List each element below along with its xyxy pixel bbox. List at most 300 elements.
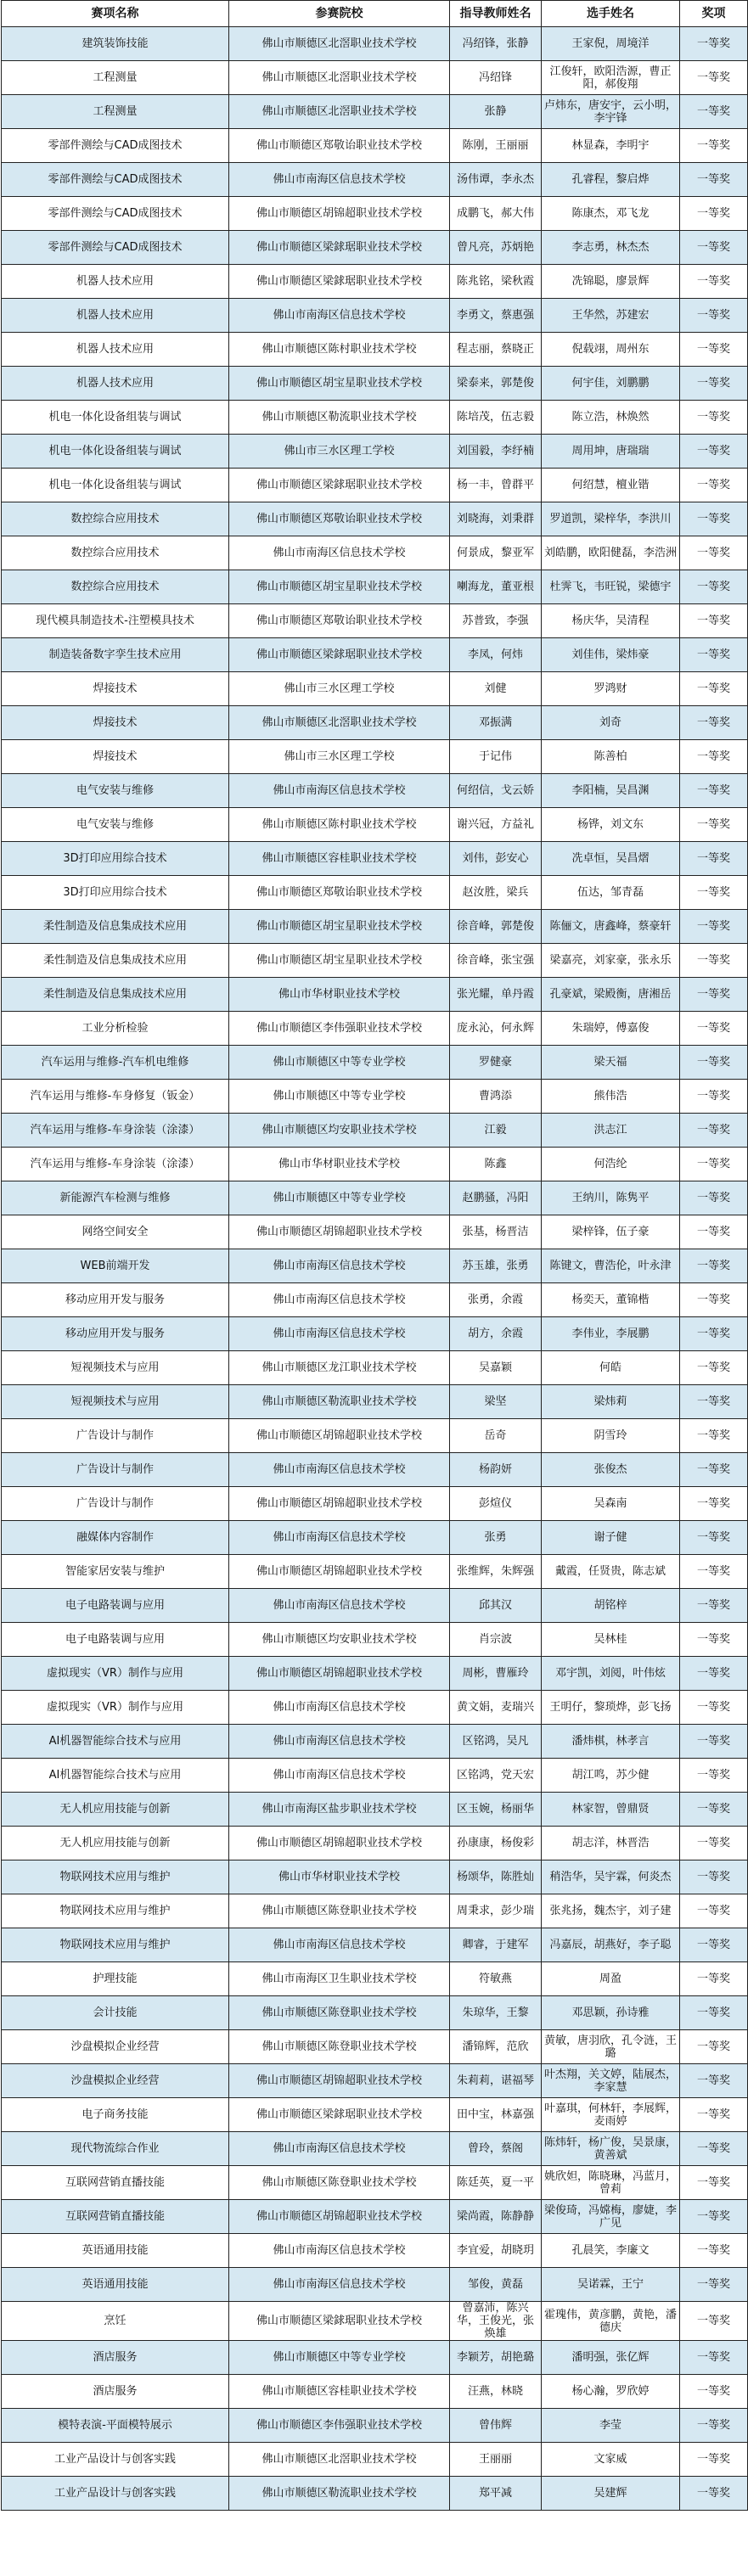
award-cell: 一等奖 bbox=[680, 1080, 748, 1114]
school-cell: 佛山市顺德区均安职业技术学校 bbox=[229, 1114, 450, 1148]
event-cell: 模特表演-平面模特展示 bbox=[2, 2409, 229, 2443]
contestant-cell: 陈键文，曹浩伦，叶永津 bbox=[542, 1249, 680, 1283]
contestant-cell: 胡铭梓 bbox=[542, 1589, 680, 1623]
award-cell: 一等奖 bbox=[680, 1996, 748, 2030]
event-cell: 机器人技术应用 bbox=[2, 299, 229, 333]
event-cell: 零部件测绘与CAD成图技术 bbox=[2, 129, 229, 163]
teacher-cell: 胡方，余霞 bbox=[450, 1317, 542, 1351]
table-row bbox=[2, 1623, 748, 1657]
award-cell: 一等奖 bbox=[680, 808, 748, 842]
award-cell: 一等奖 bbox=[680, 1521, 748, 1555]
contestant-cell: 梁天福 bbox=[542, 1046, 680, 1080]
award-cell: 一等奖 bbox=[680, 2268, 748, 2302]
award-cell: 一等奖 bbox=[680, 1759, 748, 1793]
school-cell: 佛山市顺德区陈登职业技术学校 bbox=[229, 1894, 450, 1928]
table-row bbox=[2, 876, 748, 910]
table-row bbox=[2, 1215, 748, 1249]
contestant-cell: 陈善柏 bbox=[542, 740, 680, 774]
award-cell: 一等奖 bbox=[680, 27, 748, 61]
teacher-cell: 李颖芳，胡艳璐 bbox=[450, 2341, 542, 2375]
teacher-cell: 陈廷英，夏一平 bbox=[450, 2166, 542, 2200]
award-cell: 一等奖 bbox=[680, 129, 748, 163]
school-cell: 佛山市顺德区北滘职业技术学校 bbox=[229, 27, 450, 61]
table-row bbox=[2, 2166, 748, 2200]
contestant-cell: 杨铧，刘文东 bbox=[542, 808, 680, 842]
award-cell: 一等奖 bbox=[680, 1215, 748, 1249]
table-row bbox=[2, 435, 748, 469]
event-cell: 工业分析检验 bbox=[2, 1012, 229, 1046]
award-cell: 一等奖 bbox=[680, 876, 748, 910]
contestant-cell: 杜霁飞，韦旺锐，梁德宇 bbox=[542, 570, 680, 604]
table-row bbox=[2, 2030, 748, 2064]
teacher-cell: 田中宝，林嘉强 bbox=[450, 2098, 542, 2132]
school-cell: 佛山市顺德区北滘职业技术学校 bbox=[229, 2443, 450, 2477]
event-cell: 互联网营销直播技能 bbox=[2, 2166, 229, 2200]
award-cell: 一等奖 bbox=[680, 502, 748, 536]
teacher-cell: 周秉求，彭少瑞 bbox=[450, 1894, 542, 1928]
award-cell: 一等奖 bbox=[680, 2302, 748, 2341]
contestant-cell: 李阳楠，吴昌渊 bbox=[542, 774, 680, 808]
contestant-cell: 邓思颖，孙诗雅 bbox=[542, 1996, 680, 2030]
event-cell: 物联网技术应用与维护 bbox=[2, 1894, 229, 1928]
teacher-cell: 谢兴冠，方益礼 bbox=[450, 808, 542, 842]
contestant-cell: 陈俪文，唐鑫峰，蔡豪轩 bbox=[542, 910, 680, 944]
table-row bbox=[2, 2409, 748, 2443]
event-cell: 新能源汽车检测与维修 bbox=[2, 1181, 229, 1215]
table-row bbox=[2, 1589, 748, 1623]
award-cell: 一等奖 bbox=[680, 1487, 748, 1521]
event-cell: 融媒体内容制作 bbox=[2, 1521, 229, 1555]
contestant-cell: 潘炜棋，林孝言 bbox=[542, 1725, 680, 1759]
contestant-cell: 林家智，曾鼎贤 bbox=[542, 1793, 680, 1827]
school-cell: 佛山市南海区信息技术学校 bbox=[229, 774, 450, 808]
table-row bbox=[2, 502, 748, 536]
event-cell: 3D打印应用综合技术 bbox=[2, 876, 229, 910]
award-cell: 一等奖 bbox=[680, 1419, 748, 1453]
school-cell: 佛山市顺德区北滘职业技术学校 bbox=[229, 95, 450, 129]
contestant-cell: 王明仔，黎琐烨，彭飞扬 bbox=[542, 1691, 680, 1725]
table-row bbox=[2, 706, 748, 740]
event-cell: 无人机应用技能与创新 bbox=[2, 1827, 229, 1860]
school-cell: 佛山市顺德区胡锦超职业技术学校 bbox=[229, 2200, 450, 2234]
school-cell: 佛山市顺德区陈登职业技术学校 bbox=[229, 2166, 450, 2200]
contestant-cell: 梁炜莉 bbox=[542, 1385, 680, 1419]
teacher-cell: 汪燕，林晓 bbox=[450, 2375, 542, 2409]
school-cell: 佛山市南海区信息技术学校 bbox=[229, 1317, 450, 1351]
award-cell: 一等奖 bbox=[680, 367, 748, 401]
contestant-cell: 吴建辉 bbox=[542, 2477, 680, 2511]
contestant-cell: 何宇佳，刘鹏鹏 bbox=[542, 367, 680, 401]
teacher-cell: 肖宗波 bbox=[450, 1623, 542, 1657]
event-cell: 互联网营销直播技能 bbox=[2, 2200, 229, 2234]
table-row bbox=[2, 231, 748, 265]
school-cell: 佛山市顺德区中等专业学校 bbox=[229, 1080, 450, 1114]
event-cell: 机电一体化设备组装与调试 bbox=[2, 401, 229, 435]
award-cell: 一等奖 bbox=[680, 197, 748, 231]
award-cell: 一等奖 bbox=[680, 2098, 748, 2132]
award-cell: 一等奖 bbox=[680, 95, 748, 129]
event-cell: WEB前端开发 bbox=[2, 1249, 229, 1283]
contestant-cell: 何绍慧，檀业锴 bbox=[542, 469, 680, 502]
table-row bbox=[2, 1351, 748, 1385]
teacher-cell: 杨颂华，陈胜灿 bbox=[450, 1860, 542, 1894]
contestant-cell: 王华然，苏建宏 bbox=[542, 299, 680, 333]
award-cell: 一等奖 bbox=[680, 1657, 748, 1691]
table-row bbox=[2, 2234, 748, 2268]
contestant-cell: 罗鸿财 bbox=[542, 672, 680, 706]
school-cell: 佛山市顺德区胡宝星职业技术学校 bbox=[229, 570, 450, 604]
event-cell: 焊接技术 bbox=[2, 672, 229, 706]
event-cell: 电气安装与维修 bbox=[2, 808, 229, 842]
award-cell: 一等奖 bbox=[680, 2409, 748, 2443]
school-cell: 佛山市顺德区龙江职业技术学校 bbox=[229, 1351, 450, 1385]
school-cell: 佛山市华材职业技术学校 bbox=[229, 978, 450, 1012]
contestant-cell: 何皓 bbox=[542, 1351, 680, 1385]
table-row bbox=[2, 1012, 748, 1046]
contestant-cell: 何浩纶 bbox=[542, 1148, 680, 1181]
teacher-cell: 张勇 bbox=[450, 1521, 542, 1555]
table-row bbox=[2, 1181, 748, 1215]
table-row bbox=[2, 944, 748, 978]
header-row bbox=[2, 1, 748, 27]
award-cell: 一等奖 bbox=[680, 401, 748, 435]
contestant-cell: 卢炜东，唐安宇，云小明，李宇锋 bbox=[542, 95, 680, 129]
teacher-cell: 邹俊，黄磊 bbox=[450, 2268, 542, 2302]
event-cell: 沙盘模拟企业经营 bbox=[2, 2064, 229, 2098]
school-cell: 佛山市三水区理工学校 bbox=[229, 435, 450, 469]
table-row bbox=[2, 2098, 748, 2132]
award-cell: 一等奖 bbox=[680, 706, 748, 740]
event-cell: 柔性制造及信息集成技术应用 bbox=[2, 944, 229, 978]
event-cell: 工业产品设计与创客实践 bbox=[2, 2443, 229, 2477]
contestant-cell: 吴林桂 bbox=[542, 1623, 680, 1657]
school-cell: 佛山市顺德区中等专业学校 bbox=[229, 1181, 450, 1215]
teacher-cell: 刘伟，彭安心 bbox=[450, 842, 542, 876]
table-row bbox=[2, 2268, 748, 2302]
contestant-cell: 孔豪斌，梁殿衡，唐湘岳 bbox=[542, 978, 680, 1012]
school-cell: 佛山市顺德区北滘职业技术学校 bbox=[229, 61, 450, 95]
award-cell: 一等奖 bbox=[680, 469, 748, 502]
table-row bbox=[2, 367, 748, 401]
award-cell: 一等奖 bbox=[680, 1453, 748, 1487]
header-school: 参赛院校 bbox=[229, 1, 450, 27]
event-cell: 数控综合应用技术 bbox=[2, 570, 229, 604]
table-row bbox=[2, 1691, 748, 1725]
contestant-cell: 稍浩华，吴宇霖，何炎杰 bbox=[542, 1860, 680, 1894]
school-cell: 佛山市顺德区梁銶琚职业技术学校 bbox=[229, 2098, 450, 2132]
teacher-cell: 卿睿，于建军 bbox=[450, 1928, 542, 1962]
event-cell: 英语通用技能 bbox=[2, 2234, 229, 2268]
school-cell: 佛山市顺德区北滘职业技术学校 bbox=[229, 706, 450, 740]
table-row bbox=[2, 1555, 748, 1589]
event-cell: 零部件测绘与CAD成图技术 bbox=[2, 231, 229, 265]
contestant-cell: 洪志江 bbox=[542, 1114, 680, 1148]
school-cell: 佛山市南海区信息技术学校 bbox=[229, 2268, 450, 2302]
school-cell: 佛山市顺德区容桂职业技术学校 bbox=[229, 842, 450, 876]
event-cell: 柔性制造及信息集成技术应用 bbox=[2, 910, 229, 944]
table-row bbox=[2, 265, 748, 299]
school-cell: 佛山市顺德区胡锦超职业技术学校 bbox=[229, 1215, 450, 1249]
contestant-cell: 刘奇 bbox=[542, 706, 680, 740]
teacher-cell: 周彬，曹雁玲 bbox=[450, 1657, 542, 1691]
table-row bbox=[2, 1148, 748, 1181]
teacher-cell: 于记伟 bbox=[450, 740, 542, 774]
teacher-cell: 黄文娟，麦瑞兴 bbox=[450, 1691, 542, 1725]
school-cell: 佛山市顺德区胡锦超职业技术学校 bbox=[229, 1827, 450, 1860]
school-cell: 佛山市顺德区梁銶琚职业技术学校 bbox=[229, 265, 450, 299]
header-contestant: 选手姓名 bbox=[542, 1, 680, 27]
school-cell: 佛山市顺德区中等专业学校 bbox=[229, 2341, 450, 2375]
header-teacher: 指导教师姓名 bbox=[450, 1, 542, 27]
table-row bbox=[2, 1114, 748, 1148]
school-cell: 佛山市顺德区郑敬诒职业技术学校 bbox=[229, 604, 450, 638]
contestant-cell: 杨奕天，董锦楷 bbox=[542, 1283, 680, 1317]
teacher-cell: 张静 bbox=[450, 95, 542, 129]
event-cell: 虚拟现实（VR）制作与应用 bbox=[2, 1657, 229, 1691]
contestant-cell: 梁俊琦，冯嫦梅，廖婕，李广见 bbox=[542, 2200, 680, 2234]
award-cell: 一等奖 bbox=[680, 910, 748, 944]
table-row bbox=[2, 1080, 748, 1114]
table-row bbox=[2, 61, 748, 95]
teacher-cell: 王丽丽 bbox=[450, 2443, 542, 2477]
award-cell: 一等奖 bbox=[680, 1249, 748, 1283]
school-cell: 佛山市南海区信息技术学校 bbox=[229, 1283, 450, 1317]
contestant-cell: 潘明强，张亿辉 bbox=[542, 2341, 680, 2375]
event-cell: 酒店服务 bbox=[2, 2341, 229, 2375]
table-row bbox=[2, 163, 748, 197]
table-row bbox=[2, 1453, 748, 1487]
table-row bbox=[2, 2064, 748, 2098]
table-row bbox=[2, 774, 748, 808]
school-cell: 佛山市顺德区勒流职业技术学校 bbox=[229, 401, 450, 435]
table-row bbox=[2, 910, 748, 944]
event-cell: 短视频技术与应用 bbox=[2, 1385, 229, 1419]
event-cell: 电子电路装调与应用 bbox=[2, 1623, 229, 1657]
contestant-cell: 胡志洋，林晋浩 bbox=[542, 1827, 680, 1860]
contestant-cell: 张俊杰 bbox=[542, 1453, 680, 1487]
table-row bbox=[2, 1046, 748, 1080]
table-row bbox=[2, 1759, 748, 1793]
award-cell: 一等奖 bbox=[680, 638, 748, 672]
contestant-cell: 文家威 bbox=[542, 2443, 680, 2477]
teacher-cell: 张光耀，单丹霞 bbox=[450, 978, 542, 1012]
teacher-cell: 区铭鸿，吴凡 bbox=[450, 1725, 542, 1759]
teacher-cell: 杨韵妍 bbox=[450, 1453, 542, 1487]
school-cell: 佛山市顺德区胡宝星职业技术学校 bbox=[229, 944, 450, 978]
event-cell: 网络空间安全 bbox=[2, 1215, 229, 1249]
contestant-cell: 吴诺霖，王宁 bbox=[542, 2268, 680, 2302]
event-cell: 移动应用开发与服务 bbox=[2, 1283, 229, 1317]
teacher-cell: 何景成，黎亚军 bbox=[450, 536, 542, 570]
teacher-cell: 徐音峰，张宝强 bbox=[450, 944, 542, 978]
award-cell: 一等奖 bbox=[680, 2132, 748, 2166]
event-cell: 工业产品设计与创客实践 bbox=[2, 2477, 229, 2511]
school-cell: 佛山市顺德区均安职业技术学校 bbox=[229, 1623, 450, 1657]
school-cell: 佛山市南海区信息技术学校 bbox=[229, 2132, 450, 2166]
contestant-cell: 江俊轩，欧阳浩源，曹正阳，郝俊翔 bbox=[542, 61, 680, 95]
contestant-cell: 黄敏，唐羽欣，孔令涟，王璐 bbox=[542, 2030, 680, 2064]
teacher-cell: 朱琼华，王黎 bbox=[450, 1996, 542, 2030]
event-cell: 短视频技术与应用 bbox=[2, 1351, 229, 1385]
contestant-cell: 伍达，邹青磊 bbox=[542, 876, 680, 910]
contestant-cell: 刘皓鹏，欧阳健磊，李浩洲 bbox=[542, 536, 680, 570]
teacher-cell: 苏玉雄，张勇 bbox=[450, 1249, 542, 1283]
school-cell: 佛山市顺德区胡锦超职业技术学校 bbox=[229, 1555, 450, 1589]
school-cell: 佛山市南海区信息技术学校 bbox=[229, 1928, 450, 1962]
contestant-cell: 倪载翊，周州东 bbox=[542, 333, 680, 367]
teacher-cell: 郑平减 bbox=[450, 2477, 542, 2511]
teacher-cell: 曾嘉沛，陈兴华，王俊光，张焕雄 bbox=[450, 2302, 542, 2341]
teacher-cell: 李凤，何炜 bbox=[450, 638, 542, 672]
contestant-cell: 谢子健 bbox=[542, 1521, 680, 1555]
teacher-cell: 陈培茂，伍志毅 bbox=[450, 401, 542, 435]
contestant-cell: 杨心瀚，罗欣婷 bbox=[542, 2375, 680, 2409]
school-cell: 佛山市顺德区容桂职业技术学校 bbox=[229, 2375, 450, 2409]
award-cell: 一等奖 bbox=[680, 1046, 748, 1080]
school-cell: 佛山市顺德区中等专业学校 bbox=[229, 1046, 450, 1080]
teacher-cell: 邱其汉 bbox=[450, 1589, 542, 1623]
event-cell: 焊接技术 bbox=[2, 740, 229, 774]
award-cell: 一等奖 bbox=[680, 231, 748, 265]
contestant-cell: 梁嘉亮，刘家豪，张永乐 bbox=[542, 944, 680, 978]
teacher-cell: 喇海龙，董亚根 bbox=[450, 570, 542, 604]
school-cell: 佛山市顺德区郑敬诒职业技术学校 bbox=[229, 502, 450, 536]
teacher-cell: 曾伟辉 bbox=[450, 2409, 542, 2443]
contestant-cell: 王纳川，陈隽平 bbox=[542, 1181, 680, 1215]
school-cell: 佛山市三水区理工学校 bbox=[229, 672, 450, 706]
school-cell: 佛山市顺德区郑敬诒职业技术学校 bbox=[229, 876, 450, 910]
table-row bbox=[2, 536, 748, 570]
teacher-cell: 陈刚，王丽丽 bbox=[450, 129, 542, 163]
event-cell: 工程测量 bbox=[2, 95, 229, 129]
event-cell: 会计技能 bbox=[2, 1996, 229, 2030]
award-cell: 一等奖 bbox=[680, 2200, 748, 2234]
school-cell: 佛山市南海区信息技术学校 bbox=[229, 1589, 450, 1623]
table-row bbox=[2, 808, 748, 842]
award-cell: 一等奖 bbox=[680, 1962, 748, 1996]
table-body bbox=[2, 27, 748, 2511]
contestant-cell: 阴雪玲 bbox=[542, 1419, 680, 1453]
award-cell: 一等奖 bbox=[680, 2030, 748, 2064]
school-cell: 佛山市顺德区郑敬诒职业技术学校 bbox=[229, 129, 450, 163]
teacher-cell: 程志丽，蔡晓正 bbox=[450, 333, 542, 367]
teacher-cell: 李勇文，蔡惠强 bbox=[450, 299, 542, 333]
table-row bbox=[2, 842, 748, 876]
school-cell: 佛山市南海区信息技术学校 bbox=[229, 1521, 450, 1555]
award-cell: 一等奖 bbox=[680, 1148, 748, 1181]
award-cell: 一等奖 bbox=[680, 604, 748, 638]
award-cell: 一等奖 bbox=[680, 2477, 748, 2511]
award-cell: 一等奖 bbox=[680, 1555, 748, 1589]
event-cell: 数控综合应用技术 bbox=[2, 502, 229, 536]
school-cell: 佛山市南海区信息技术学校 bbox=[229, 1725, 450, 1759]
table-row bbox=[2, 1283, 748, 1317]
table-row bbox=[2, 1894, 748, 1928]
table-row bbox=[2, 1793, 748, 1827]
contestant-cell: 张兆扬，魏杰宇，刘子建 bbox=[542, 1894, 680, 1928]
school-cell: 佛山市顺德区勒流职业技术学校 bbox=[229, 2477, 450, 2511]
contestant-cell: 姚欣妲，陈晓琳，冯蓝月，曾莉 bbox=[542, 2166, 680, 2200]
event-cell: 电子商务技能 bbox=[2, 2098, 229, 2132]
teacher-cell: 曹鸿添 bbox=[450, 1080, 542, 1114]
award-cell: 一等奖 bbox=[680, 2234, 748, 2268]
table-row bbox=[2, 1928, 748, 1962]
teacher-cell: 梁坚 bbox=[450, 1385, 542, 1419]
event-cell: 汽车运用与维修-车身涂装（涂漆） bbox=[2, 1114, 229, 1148]
school-cell: 佛山市南海区信息技术学校 bbox=[229, 1249, 450, 1283]
event-cell: 烹饪 bbox=[2, 2302, 229, 2341]
award-cell: 一等奖 bbox=[680, 1181, 748, 1215]
award-cell: 一等奖 bbox=[680, 570, 748, 604]
school-cell: 佛山市顺德区勒流职业技术学校 bbox=[229, 1385, 450, 1419]
table-row bbox=[2, 2132, 748, 2166]
award-cell: 一等奖 bbox=[680, 2443, 748, 2477]
event-cell: 工程测量 bbox=[2, 61, 229, 95]
contestant-cell: 冼卓恒，吴昌熠 bbox=[542, 842, 680, 876]
event-cell: 电气安装与维修 bbox=[2, 774, 229, 808]
school-cell: 佛山市南海区信息技术学校 bbox=[229, 1691, 450, 1725]
award-cell: 一等奖 bbox=[680, 944, 748, 978]
award-cell: 一等奖 bbox=[680, 1691, 748, 1725]
contestant-cell: 林显森，李明宇 bbox=[542, 129, 680, 163]
contestant-cell: 杨庆华，吴清程 bbox=[542, 604, 680, 638]
contestant-cell: 冼锦聪，廖景辉 bbox=[542, 265, 680, 299]
event-cell: 制造装备数字孪生技术应用 bbox=[2, 638, 229, 672]
event-cell: 机器人技术应用 bbox=[2, 265, 229, 299]
contestant-cell: 戴霞，任贤贵，陈志斌 bbox=[542, 1555, 680, 1589]
teacher-cell: 刘健 bbox=[450, 672, 542, 706]
teacher-cell: 曾凡亮，苏炳艳 bbox=[450, 231, 542, 265]
table-row bbox=[2, 2341, 748, 2375]
table-row bbox=[2, 2302, 748, 2341]
contestant-cell: 邓宇凯，刘阅，叶伟炫 bbox=[542, 1657, 680, 1691]
school-cell: 佛山市顺德区胡锦超职业技术学校 bbox=[229, 197, 450, 231]
school-cell: 佛山市南海区卫生职业技术学校 bbox=[229, 1962, 450, 1996]
contestant-cell: 吴森南 bbox=[542, 1487, 680, 1521]
event-cell: 汽车运用与维修-车身修复（钣金） bbox=[2, 1080, 229, 1114]
contestant-cell: 冯嘉辰，胡燕好，李子聪 bbox=[542, 1928, 680, 1962]
table-row bbox=[2, 2200, 748, 2234]
teacher-cell: 区铭鸿，党天宏 bbox=[450, 1759, 542, 1793]
school-cell: 佛山市顺德区陈登职业技术学校 bbox=[229, 2030, 450, 2064]
award-cell: 一等奖 bbox=[680, 2166, 748, 2200]
teacher-cell: 冯绍锋，张静 bbox=[450, 27, 542, 61]
award-cell: 一等奖 bbox=[680, 1928, 748, 1962]
contestant-cell: 王家倪，周境洋 bbox=[542, 27, 680, 61]
event-cell: 机电一体化设备组装与调试 bbox=[2, 435, 229, 469]
event-cell: 广告设计与制作 bbox=[2, 1419, 229, 1453]
event-cell: AI机器智能综合技术与应用 bbox=[2, 1725, 229, 1759]
contestant-cell: 叶杰翔，关文婷，陆展杰，李家慧 bbox=[542, 2064, 680, 2098]
teacher-cell: 潘锦辉，范欣 bbox=[450, 2030, 542, 2064]
school-cell: 佛山市南海区信息技术学校 bbox=[229, 536, 450, 570]
table-row bbox=[2, 638, 748, 672]
award-cell: 一等奖 bbox=[680, 1725, 748, 1759]
teacher-cell: 陈兆铭，梁秋霞 bbox=[450, 265, 542, 299]
teacher-cell: 梁泰来，郭楚俊 bbox=[450, 367, 542, 401]
teacher-cell: 汤伟谭，李永杰 bbox=[450, 163, 542, 197]
award-cell: 一等奖 bbox=[680, 1351, 748, 1385]
award-cell: 一等奖 bbox=[680, 1385, 748, 1419]
contestant-cell: 周用坤，唐瑞瑞 bbox=[542, 435, 680, 469]
event-cell: AI机器智能综合技术与应用 bbox=[2, 1759, 229, 1793]
table-row bbox=[2, 95, 748, 129]
school-cell: 佛山市华材职业技术学校 bbox=[229, 1148, 450, 1181]
table-row bbox=[2, 740, 748, 774]
contestant-cell: 李莹 bbox=[542, 2409, 680, 2443]
teacher-cell: 张基，杨晋洁 bbox=[450, 1215, 542, 1249]
school-cell: 佛山市南海区盐步职业技术学校 bbox=[229, 1793, 450, 1827]
